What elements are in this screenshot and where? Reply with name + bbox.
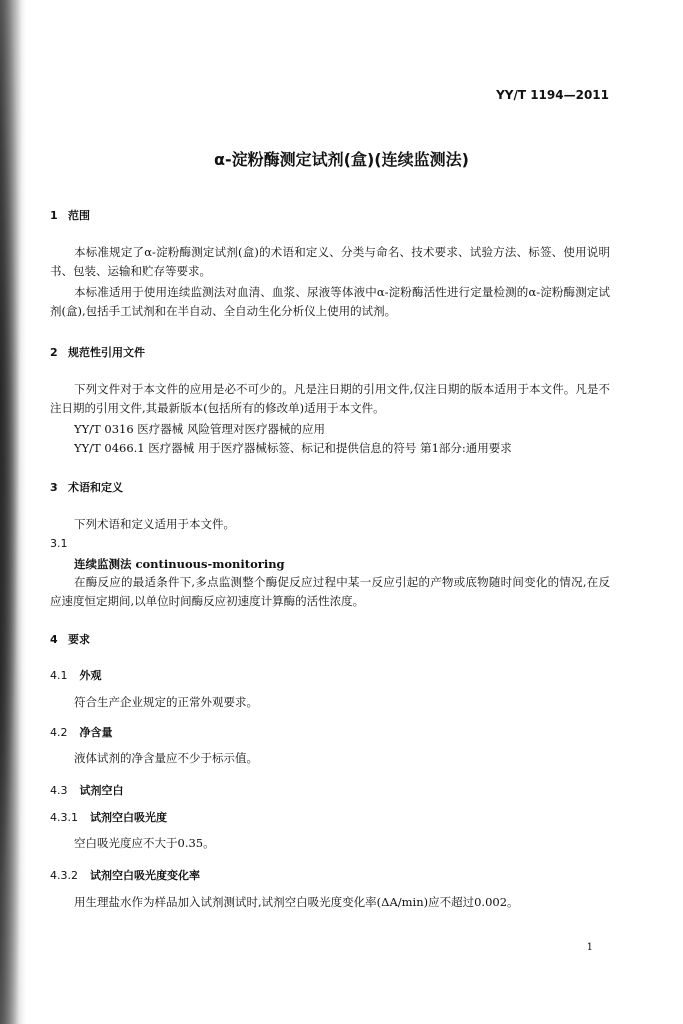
section-title: 规范性引用文件 [68, 346, 145, 359]
section-title: 范围 [68, 209, 90, 222]
section-1-paragraph-2: 本标准适用于使用连续监测法对血清、血浆、尿液等体液中α-淀粉酶活性进行定量检测的α-淀粉酶测定试剂(盒),包括手工试剂和在半自动、全自动生化分析仪上使用的试剂。 [50, 285, 610, 318]
subsection-4-2-text: 液体试剂的净含量应不少于标示值。 [74, 751, 258, 765]
normative-reference-2: YY/T 0466.1 医疗器械 用于医疗器械标签、标记和提供信息的符号 第1部分:通用要求 [74, 441, 512, 455]
subsection-4-3-1-heading [50, 809, 167, 825]
section-number: 4 [50, 633, 58, 646]
term-number: 3.1 [50, 537, 68, 550]
term-name: 连续监测法 continuous-monitoring [74, 557, 285, 571]
subsection-number: 4.1 [50, 669, 68, 682]
section-3-heading [50, 479, 123, 495]
subsection-4-3-heading [50, 782, 124, 798]
normative-reference-1: YY/T 0316 医疗器械 风险管理对医疗器械的应用 [74, 422, 325, 436]
subsection-4-1-text: 符合生产企业规定的正常外观要求。 [74, 695, 258, 709]
section-number: 3 [50, 481, 58, 494]
page-number: 1 [586, 942, 593, 953]
subsection-number: 4.3 [50, 784, 68, 797]
subsection-number: 4.3.2 [50, 869, 78, 882]
section-title: 术语和定义 [68, 481, 123, 494]
subsection-number: 4.3.1 [50, 811, 78, 824]
section-2-heading [50, 344, 145, 360]
subsection-4-1-heading [50, 667, 102, 683]
subsection-4-3-1-text: 空白吸光度应不大于0.35。 [74, 836, 215, 850]
subsection-number: 4.2 [50, 726, 68, 739]
subsection-4-3-2-text: 用生理盐水作为样品加入试剂测试时,试剂空白吸光度变化率(ΔA/min)应不超过0.002。 [74, 895, 519, 909]
term-definition: 在酶反应的最适条件下,多点监测整个酶促反应过程中某一反应引起的产物或底物随时间变化的情况,在反应速度恒定期间,以单位时间酶反应初速度计算酶的活性浓度。 [50, 575, 610, 608]
subsection-4-3-2-heading [50, 867, 200, 883]
document-title: α-淀粉酶测定试剂(盒)(连续监测法) [214, 150, 469, 169]
subsection-4-2-heading [50, 724, 113, 740]
section-4-heading [50, 631, 90, 647]
section-1-heading [50, 207, 90, 223]
subsection-title: 试剂空白吸光度 [90, 811, 167, 824]
section-title: 要求 [68, 633, 90, 646]
subsection-title: 试剂空白吸光度变化率 [90, 869, 200, 882]
subsection-title: 净含量 [79, 726, 113, 739]
section-1-paragraph-1: 本标准规定了α-淀粉酶测定试剂(盒)的术语和定义、分类与命名、技术要求、试验方法、标签、使用说明书、包装、运输和贮存等要求。 [50, 245, 610, 278]
section-number: 1 [50, 209, 58, 222]
section-2-paragraph-1: 下列文件对于本文件的应用是必不可少的。凡是注日期的引用文件,仅注日期的版本适用于本文件。凡是不注日期的引用文件,其最新版本(包括所有的修改单)适用于本文件。 [50, 382, 610, 415]
subsection-title: 试剂空白 [79, 784, 124, 797]
section-3-paragraph-1: 下列术语和定义适用于本文件。 [74, 517, 235, 531]
section-number: 2 [50, 346, 58, 359]
subsection-title: 外观 [79, 669, 102, 682]
standard-id: YY/T 1194—2011 [496, 88, 609, 102]
